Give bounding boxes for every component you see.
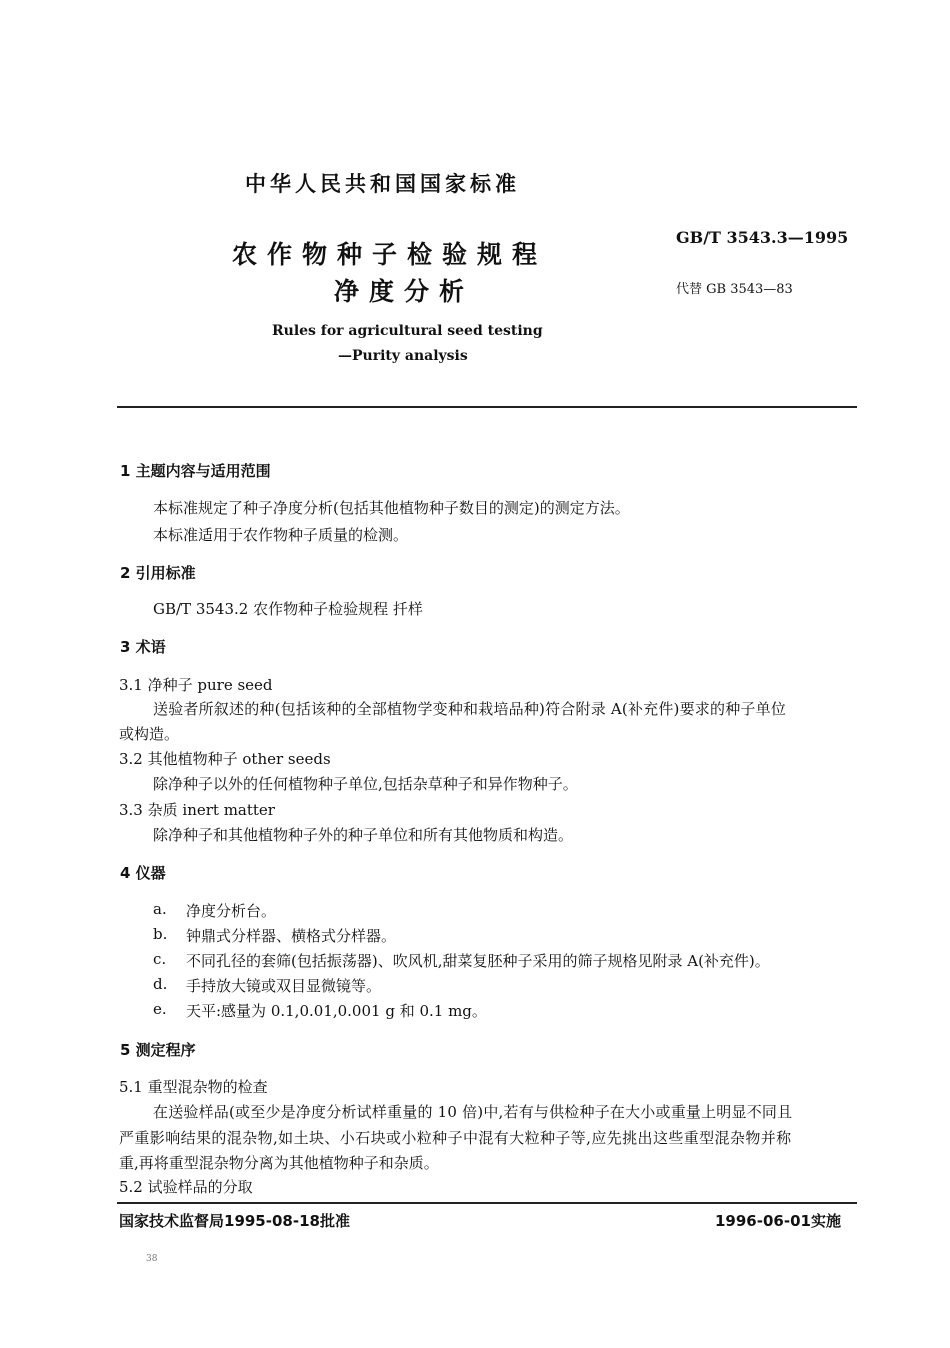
document-subtitle: 净度分析 — [334, 277, 475, 306]
term-3-2-definition: 除净种子以外的任何植物种子单位,包括杂草种子和异作物种子。 — [153, 775, 578, 793]
instrument-item-d-label: d. — [153, 975, 168, 993]
section-2-heading: 2 引用标准 — [120, 564, 196, 582]
instrument-item-e-text: 天平:感量为 0.1,0.01,0.001 g 和 0.1 mg。 — [186, 1002, 487, 1020]
instrument-item-c-label: c. — [153, 950, 167, 968]
footer-divider — [117, 1202, 857, 1204]
subsection-5-1-line1: 在送验样品(或至少是净度分析试样重量的 10 倍)中,若有与供检种子在大小或重量上明显不同且 — [153, 1103, 793, 1121]
section-3-heading: 3 术语 — [120, 638, 166, 656]
approval-date: 国家技术监督局1995-08-18批准 — [119, 1212, 350, 1230]
term-3-2-heading: 3.2 其他植物种子 other seeds — [119, 750, 331, 768]
english-title-line2: —Purity analysis — [338, 348, 468, 364]
english-title-line1: Rules for agricultural seed testing — [272, 323, 543, 339]
header-divider — [117, 406, 857, 408]
instrument-item-a-text: 净度分析台。 — [186, 902, 277, 920]
term-3-1-definition-line1: 送验者所叙述的种(包括该种的全部植物学变种和栽培品种)符合附录 A(补充件)要求的种子单位 — [153, 700, 787, 718]
section-1-paragraph-1: 本标准规定了种子净度分析(包括其他植物种子数目的测定)的测定方法。 — [153, 499, 630, 517]
subsection-5-1-heading: 5.1 重型混杂物的检查 — [119, 1078, 268, 1096]
replaces-note: 代替 GB 3543—83 — [676, 282, 793, 297]
document-title: 农作物种子检验规程 — [232, 240, 548, 269]
term-3-3-heading: 3.3 杂质 inert matter — [119, 801, 275, 819]
section-1-heading: 1 主题内容与适用范围 — [120, 462, 271, 480]
standard-code: GB/T 3543.3—1995 — [676, 228, 849, 247]
subsection-5-1-line2: 严重影响结果的混杂物,如土块、小石块或小粒种子中混有大粒种子等,应先挑出这些重型混杂物并称 — [119, 1129, 792, 1147]
national-standard-heading: 中华人民共和国国家标准 — [245, 172, 520, 196]
term-3-1-heading: 3.1 净种子 pure seed — [119, 676, 273, 694]
section-1-paragraph-2: 本标准适用于农作物种子质量的检测。 — [153, 526, 409, 544]
instrument-item-d-text: 手持放大镜或双目显微镜等。 — [186, 977, 382, 995]
section-4-heading: 4 仪器 — [120, 864, 166, 882]
instrument-item-c-text: 不同孔径的套筛(包括振荡器)、吹风机,甜菜复胚种子采用的筛子规格见附录 A(补充件)。 — [186, 952, 770, 970]
effective-date: 1996-06-01实施 — [715, 1212, 841, 1230]
term-3-3-definition: 除净种子和其他植物种子外的种子单位和所有其他物质和构造。 — [153, 826, 574, 844]
section-5-heading: 5 测定程序 — [120, 1041, 196, 1059]
instrument-item-a-label: a. — [153, 900, 167, 918]
subsection-5-2-heading: 5.2 试验样品的分取 — [119, 1178, 253, 1196]
instrument-item-e-label: e. — [153, 1000, 167, 1018]
instrument-item-b-text: 钟鼎式分样器、横格式分样器。 — [186, 927, 397, 945]
subsection-5-1-line3: 重,再将重型混杂物分离为其他植物种子和杂质。 — [119, 1154, 439, 1172]
section-2-reference: GB/T 3543.2 农作物种子检验规程 扦样 — [153, 600, 423, 618]
term-3-1-definition-line2: 或构造。 — [119, 725, 180, 743]
instrument-item-b-label: b. — [153, 925, 168, 943]
page-number: 38 — [146, 1254, 158, 1264]
